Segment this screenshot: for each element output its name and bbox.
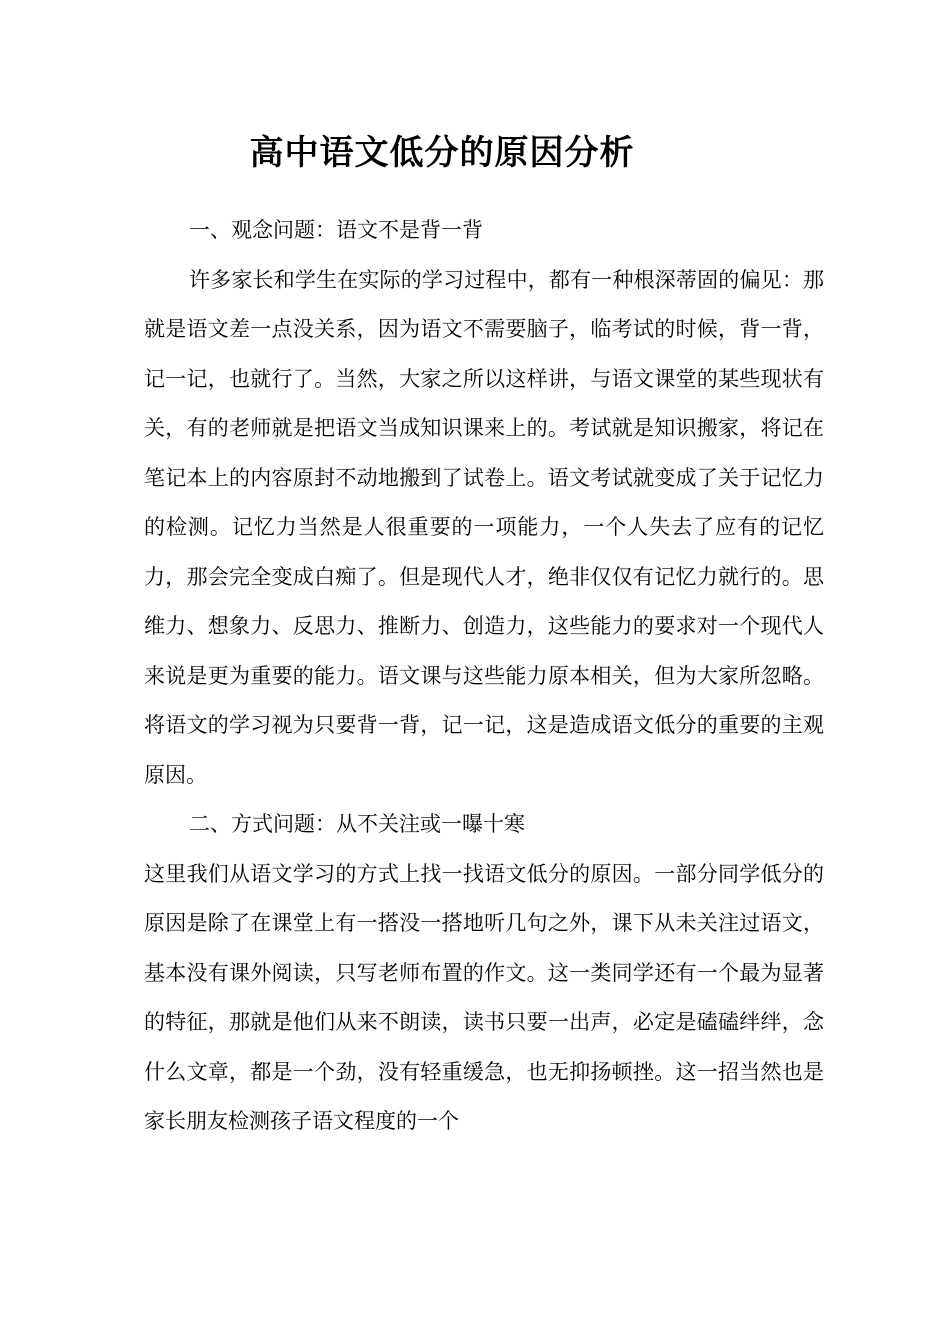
- paragraph-concept-body: 许多家长和学生在实际的学习过程中，都有一种根深蒂固的偏见：那就是语文差一点没关系，因为语文不需要脑子，临考试的时候，背一背，记一记，也就行了。当然，大家之所以这样讲，与语文课堂的某些现状有关，有的老师就是把语文当成知识课来上的。考试就是知识搬家，将记在笔记本上的内容原封不动地搬到了试卷上。语文考试就变成了关于记忆力的检测。记忆力当然是人很重要的一项能力，一个人失去了应有的记忆力，那会完全变成白痴了。但是现代人才，绝非仅仅有记忆力就行的。思维力、想象力、反思力、推断力、创造力，这些能力的要求对一个现代人来说是更为重要的能力。语文课与这些能力原本相关，但为大家所忽略。将语文的学习视为只要背一背，记一记，这是造成语文低分的重要的主观原因。: [144, 267, 824, 787]
- paragraph-method-body: 这里我们从语文学习的方式上找一找语文低分的原因。一部分同学低分的原因是除了在课堂上有一搭没一搭地听几句之外，课下从未关注过语文，基本没有课外阅读，只写老师布置的作文。这一类同学还有一个最为显著的特征，那就是他们从来不朗读，读书只要一出声，必定是磕磕绊绊，念什么文章，都是一个劲，没有轻重缓急，也无抑扬顿挫。这一招当然也是家长朋友检测孩子语文程度的一个: [144, 861, 824, 1133]
- section-heading-method: 二、方式问题：从不关注或一曝十寒: [189, 812, 525, 836]
- document-title: 高中语文低分的原因分析: [249, 133, 635, 173]
- document-body: [144, 206, 824, 1147]
- section-heading-concept: 一、观念问题：语文不是背一背: [189, 218, 483, 242]
